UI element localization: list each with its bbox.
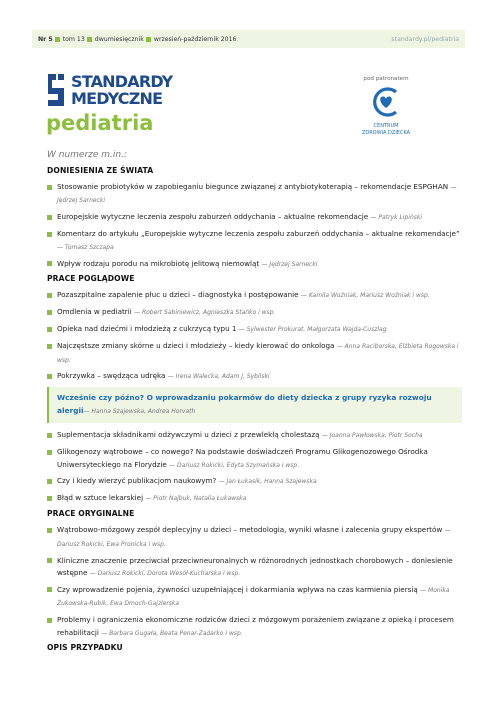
item-authors: — Tomasz Szczapa bbox=[57, 243, 114, 251]
patronage-block bbox=[358, 76, 414, 136]
bullet-icon bbox=[47, 344, 52, 349]
patronage-label: pod patronatem bbox=[363, 76, 409, 82]
patronage-org bbox=[358, 123, 414, 136]
bullet-icon bbox=[47, 327, 52, 332]
item-authors: — Irena Walecka, Adam J. Sybilski bbox=[167, 373, 270, 381]
item-title: Europejskie wytyczne leczenia zespołu zaburzeń oddychania – aktualne rekomendacje bbox=[57, 212, 369, 222]
item-authors: — Dariusz Rokicki, Edyta Szymańska i wsp. bbox=[169, 461, 300, 469]
list-item[interactable] bbox=[47, 340, 462, 367]
item-authors: — Patryk Lipiński bbox=[370, 214, 423, 222]
list-item[interactable] bbox=[47, 323, 462, 336]
bullet-icon bbox=[47, 215, 52, 220]
standardy-medyczne-logo bbox=[46, 71, 172, 109]
bullet-icon bbox=[47, 374, 52, 379]
bullet-icon bbox=[47, 293, 52, 298]
list-item[interactable] bbox=[47, 258, 462, 271]
website-link[interactable]: standardy.pl/pediatria bbox=[391, 35, 459, 43]
list-item[interactable] bbox=[47, 211, 462, 224]
featured-authors: — Hanna Szajewska, Andrea Horvath bbox=[83, 407, 196, 415]
item-authors: — Sylwester Prokurat, Małgorzata Wajda-Cuszlag bbox=[238, 326, 387, 334]
heart-logo-icon bbox=[370, 86, 402, 118]
org-line-1: CENTRUM bbox=[373, 123, 399, 129]
item-title: Błąd w sztuce lekarskiej bbox=[57, 493, 144, 503]
item-authors: — Joanna Pawłowska, Piotr Socha bbox=[321, 432, 423, 440]
list-item[interactable] bbox=[47, 492, 462, 505]
item-authors: — Jędrzej Sarnecki bbox=[261, 260, 318, 268]
bullet-icon bbox=[47, 587, 52, 592]
bullet-icon bbox=[47, 185, 52, 190]
item-authors: — Dariusz Rokicki, Dorota Wesół-Kucharska i wsp. bbox=[89, 569, 241, 577]
logo-wordmark bbox=[71, 73, 172, 107]
list-item[interactable] bbox=[47, 370, 462, 383]
item-title: Omdlenia w pediatrii bbox=[57, 307, 132, 317]
period: wrzesień-październik 2016 bbox=[153, 35, 237, 43]
bullet-icon bbox=[47, 310, 52, 315]
contents-intro: W numerze m.in.: bbox=[47, 150, 128, 160]
featured-article[interactable] bbox=[47, 387, 462, 423]
list-item[interactable] bbox=[47, 475, 462, 488]
list-item[interactable] bbox=[47, 614, 462, 640]
list-item[interactable] bbox=[47, 306, 462, 319]
green-square-icon bbox=[87, 37, 92, 42]
item-title: Opieka nad dziećmi i młodzieżą z cukrzycą typu 1 bbox=[57, 324, 237, 334]
item-title: Glikogenozy wątrobowe – co nowego? Na podstawie doświadczeń Programu Glikogenozowego Ośrodka Uniwersyteckiego na Florydzie bbox=[57, 447, 428, 469]
item-title: Stosowanie probiotyków w zapobieganiu biegunce związanej z antybiotykoterapią – rekomendacje ESPGHAN bbox=[57, 182, 449, 191]
org-line-2: ZDROWIA DZIECKA bbox=[361, 129, 411, 136]
item-title: Najczęstsze zmiany skórne u dzieci i młodzieży – kiedy kierować do onkologa bbox=[57, 341, 335, 351]
item-title: Komentarz do artykułu „Europejskie wytyczne leczenia zespołu zaburzeń oddychania – aktualne rekomendacje” bbox=[57, 229, 460, 239]
item-authors: — Jędrzej Sarnecki bbox=[57, 184, 457, 205]
item-authors: — Dariusz Rokicki, Ewa Pronicka i wsp. bbox=[57, 527, 451, 548]
green-square-icon bbox=[55, 37, 60, 42]
bullet-icon bbox=[47, 558, 52, 563]
item-title: Suplementacja składnikami odżywczymi u dzieci z przewlekłą cholestazą bbox=[57, 430, 320, 440]
frequency: dwumiesięcznik bbox=[94, 35, 144, 43]
list-item[interactable] bbox=[47, 584, 462, 611]
item-authors: — Kamila Woźniak, Mariusz Woźniak i wsp. bbox=[300, 292, 430, 300]
item-title: Kliniczne znaczenie przeciwciał przeciwneuronalnych w różnorodnych jednostkach chorobowych – doniesienie wstępne bbox=[57, 555, 453, 577]
item-authors: — Piotr Najbuk, Natalia Łukawska bbox=[145, 495, 247, 503]
issue-info-bar bbox=[32, 30, 465, 48]
section-doniesienia bbox=[47, 166, 462, 271]
section-title: PRACE ORYGINALNE bbox=[47, 509, 135, 519]
featured-title: Wcześnie czy późno? O wprowadzaniu pokarmów do diety dziecka z grupy ryzyka rozwoju alergii bbox=[57, 393, 432, 415]
section-title: OPIS PRZYPADKU bbox=[47, 643, 123, 653]
green-square-icon bbox=[146, 37, 151, 42]
bullet-icon bbox=[47, 479, 52, 484]
bullet-icon bbox=[47, 528, 52, 533]
issue-number: Nr 5 bbox=[38, 35, 53, 43]
bullet-icon bbox=[47, 496, 52, 501]
item-authors: — Anna Raciborska, Elżbieta Rogowska i wsp. bbox=[57, 343, 459, 364]
bullet-icon bbox=[47, 450, 52, 455]
journal-subtitle: pediatria bbox=[46, 111, 154, 135]
section-title: DONIESIENIA ZE ŚWIATA bbox=[47, 166, 154, 175]
bullet-icon bbox=[47, 433, 52, 438]
list-item[interactable] bbox=[47, 446, 462, 472]
logo-s-mark-icon bbox=[46, 72, 66, 108]
list-item[interactable] bbox=[47, 524, 462, 551]
item-title: Wpływ rodzaju porodu na mikrobiotę jelitową niemowląt bbox=[57, 258, 260, 268]
list-item[interactable] bbox=[47, 289, 462, 302]
item-title: Czy wprowadzenie pojenia, żywności uzupełniającej i dokarmiania wpływa na czas karmienia piersią bbox=[57, 584, 418, 594]
bullet-icon bbox=[47, 618, 52, 623]
list-item[interactable] bbox=[47, 555, 462, 581]
section-title: PRACE POGLĄDOWE bbox=[47, 274, 135, 284]
item-authors: — Jan Łukasik, Hanna Szajewska bbox=[218, 478, 317, 486]
item-authors: — Robert Sabiniewicz, Agnieszka Stańko i wsp. bbox=[134, 309, 276, 317]
list-item[interactable] bbox=[47, 228, 462, 254]
item-title: Wątrobowo-mózgowy zespół deplecyjny u dzieci – metodologia, wyniki własne i zalecenia grupy ekspertów bbox=[57, 525, 443, 535]
logo-line-1: STANDARDY bbox=[71, 72, 173, 91]
section-opis-przypadku bbox=[47, 643, 462, 652]
bullet-icon bbox=[47, 261, 52, 266]
volume: tom 13 bbox=[62, 35, 85, 43]
item-title: Problemy i ograniczenia ekonomiczne rodziców dzieci z mózgowym porażeniem związane z opieką i procesem rehabilitacji bbox=[57, 615, 454, 637]
bullet-icon bbox=[47, 232, 52, 237]
item-authors: — Monika Żukowska-Rubik, Ewa Dmoch-Gajzlerska bbox=[57, 586, 450, 608]
logo-line-2: MEDYCZNE bbox=[71, 89, 163, 108]
table-of-contents bbox=[47, 166, 462, 658]
list-item[interactable] bbox=[47, 181, 462, 208]
section-prace-oryginalne bbox=[47, 509, 462, 640]
item-title: Pozaszpitalne zapalenie płuc u dzieci – diagnostyka i postępowanie bbox=[57, 290, 299, 300]
item-title: Pokrzywka – swędząca udręka bbox=[57, 371, 166, 381]
list-item[interactable] bbox=[47, 429, 462, 442]
item-authors: — Barbara Gugała, Beata Penar-Zadarko i wsp. bbox=[101, 629, 243, 637]
section-prace-pogladowe bbox=[47, 274, 462, 505]
item-title: Czy i kiedy wierzyć publikacjom naukowym? bbox=[57, 476, 217, 486]
